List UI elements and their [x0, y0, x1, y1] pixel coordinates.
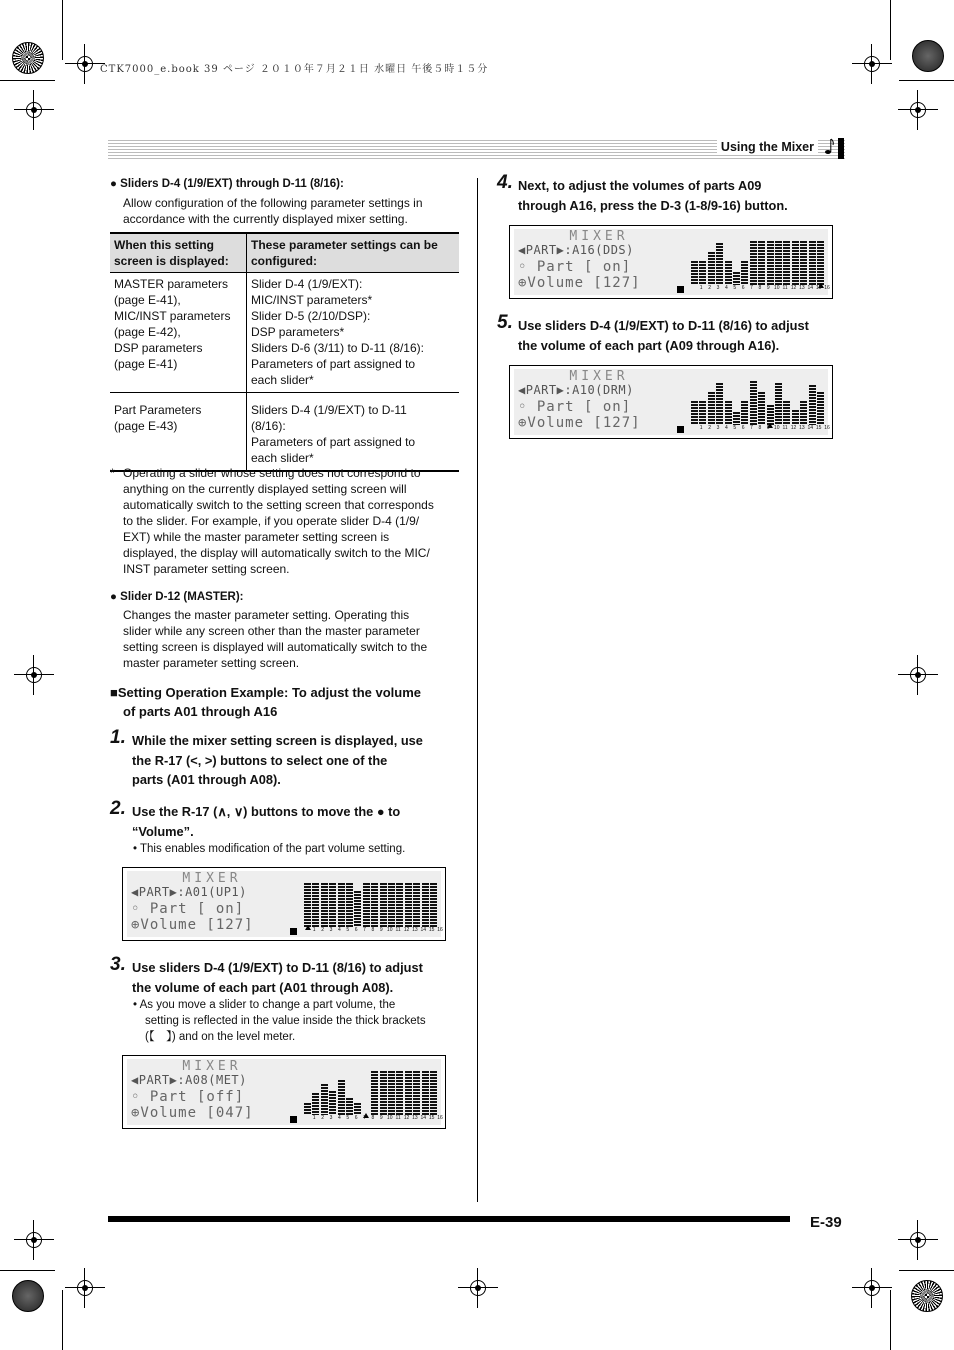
level-bar: [775, 241, 782, 285]
registration-starburst: [12, 42, 44, 74]
level-bar: [304, 883, 311, 927]
level-bar: [691, 261, 698, 285]
crosshair-mark: [14, 655, 54, 695]
part-number: 1: [699, 285, 703, 291]
step-text: Next, to adjust the volumes of parts A09 through A16, press the D-3 (1-8/9-16) button.: [518, 178, 788, 213]
level-bar: [767, 241, 774, 285]
table-row: [110, 393, 459, 472]
level-bar: [699, 401, 706, 425]
crop-line: [890, 1290, 891, 1350]
part-numbers: [310, 927, 444, 933]
bullet-icon: ●: [110, 591, 117, 603]
level-bar: [312, 1093, 319, 1115]
crosshair-mark: [898, 1220, 938, 1260]
crosshair-mark: [65, 1268, 105, 1308]
lcd-volume-row: ⊕Volume [127]: [131, 917, 254, 933]
step-number: 1.: [110, 727, 126, 748]
registration-starburst: [912, 40, 944, 72]
part-number: 11: [395, 927, 401, 933]
level-bar: [725, 261, 732, 285]
part-number: 14: [807, 285, 814, 291]
footnote: Operating a slider whose setting does not correspond to anything on the currently displayed setting screen will automatically switch to the setting screen that corresponds to the slider. For example, if you operate slider D-4 (1/9/ EXT) while the master parameter setting screen is displayed, the display will automatically switch to the MIC/ INST parameter setting screen.: [123, 466, 434, 576]
level-bar: [733, 272, 740, 285]
level-bar: [413, 883, 420, 927]
table-cell: Slider D-4 (1/9/EXT): MIC/INST parameters* Slider D-5 (2/10/DSP): DSP parameters* Sliders D-6 (3/11) to D-11 (8/16): Parameters of part assigned to each slider*: [247, 273, 460, 393]
lcd-display: [514, 229, 828, 295]
part-number: 8: [371, 1115, 375, 1121]
table-cell: MASTER parameters (page E-41), MIC/INST parameters (page E-42), DSP parameters (page E-41): [110, 273, 247, 393]
level-bar: [809, 385, 816, 425]
level-bar: [388, 883, 395, 927]
slider-indicator-icon: [290, 1116, 297, 1123]
level-bar: [800, 241, 807, 285]
part-number: 7: [363, 927, 366, 933]
level-bar: [708, 392, 715, 425]
lcd-screen: [509, 365, 833, 439]
level-bar: [716, 243, 723, 285]
level-bar: [304, 1103, 311, 1115]
part-number: 8: [758, 285, 762, 291]
music-note-icon: [824, 137, 834, 155]
level-bar: [321, 1084, 328, 1115]
level-bar: [354, 891, 361, 927]
part-number: 3: [716, 285, 720, 291]
level-bar: [405, 883, 412, 927]
level-bar: [346, 1098, 353, 1115]
crop-line: [0, 1270, 55, 1271]
part-number: 11: [782, 425, 788, 431]
part-number: 3: [329, 927, 333, 933]
level-bar: [338, 883, 345, 927]
part-number: 10: [386, 927, 393, 933]
square-bullet-icon: ■: [110, 685, 118, 700]
part-number: 6: [354, 927, 358, 933]
level-bar: [422, 1071, 429, 1115]
part-number: 1: [312, 1115, 316, 1121]
lcd-part-row: ◦ Part [ on]: [518, 399, 632, 415]
step-text: While the mixer setting screen is displayed, use the R-17 (<, >) buttons to select one of the parts (A01 through A08).: [132, 733, 423, 787]
table-header: These parameter settings can be configured:: [247, 233, 460, 273]
lcd-mixer-title: MIXER: [182, 1059, 242, 1074]
part-number: 12: [790, 285, 797, 291]
lcd-part-line: ◀PART▶:A16(DDS): [518, 243, 634, 257]
footer-rule: [108, 1216, 790, 1222]
part-number: 12: [403, 927, 410, 933]
level-bar: [725, 401, 732, 425]
level-bar: [371, 1071, 378, 1115]
crosshair-mark: [14, 90, 54, 130]
level-bar: [691, 401, 698, 425]
part-number: 9: [766, 425, 770, 431]
level-bar: [708, 252, 715, 285]
step-number: 2.: [110, 798, 126, 819]
level-bar: [413, 1071, 420, 1115]
slider-indicator-icon: [290, 928, 297, 935]
level-bar: [716, 383, 723, 425]
part-number: 10: [773, 285, 780, 291]
parameter-table: [110, 232, 459, 472]
bullet-text-sliders: Allow configuration of the following parameter settings in accordance with the currently displayed mixer setting.: [123, 196, 423, 226]
part-number: 5: [346, 1115, 350, 1121]
level-bar: [741, 261, 748, 285]
crop-line: [62, 0, 63, 60]
column-divider: [477, 178, 478, 1202]
part-number: 4: [724, 425, 728, 431]
level-bar: [405, 1071, 412, 1115]
level-bar: [329, 883, 336, 927]
header-tab: [838, 138, 844, 159]
level-bar: [430, 1071, 437, 1115]
level-meter: [691, 375, 831, 425]
bullet-heading-sliders: ● Sliders D-4 (1/9/EXT) through D-11 (8/16):: [110, 178, 344, 190]
part-number: 3: [716, 425, 720, 431]
level-meter: [691, 235, 831, 285]
lcd-part-row: ◦ Part [ on]: [518, 259, 632, 275]
part-number: 1: [699, 425, 703, 431]
crop-line: [899, 1270, 954, 1271]
lcd-display: [127, 1059, 441, 1125]
level-bar: [750, 241, 757, 285]
part-numbers: [697, 285, 831, 291]
part-number: 2: [321, 927, 324, 933]
step-number: 4.: [497, 172, 513, 193]
part-number: 6: [741, 425, 745, 431]
level-bar: [733, 412, 740, 425]
level-bar: [750, 381, 757, 425]
registration-starburst: [911, 1280, 943, 1312]
level-bar: [758, 392, 765, 425]
part-number: 2: [708, 425, 711, 431]
level-bar: [371, 883, 378, 927]
part-number: 13: [799, 285, 805, 291]
level-bar: [430, 883, 437, 927]
lcd-part-line: ◀PART▶:A01(UP1): [131, 885, 247, 899]
level-bar: [396, 1071, 403, 1115]
part-number: 5: [346, 927, 350, 933]
part-number: 14: [420, 1115, 427, 1121]
part-number: 16: [824, 425, 830, 431]
lcd-part-line: ◀PART▶:A08(MET): [131, 1073, 247, 1087]
part-number: 2: [321, 1115, 324, 1121]
print-metadata-line: CTK7000_e.book 39 ページ ２０１０年７月２１日 水曜日 午後５時１５分: [100, 64, 489, 75]
level-bar: [380, 883, 387, 927]
part-number: 7: [363, 1115, 366, 1121]
footnote-mark: *: [110, 466, 115, 480]
part-numbers: [697, 425, 831, 431]
lcd-part-row: ◦ Part [off]: [131, 1089, 245, 1105]
part-number: 1: [312, 927, 316, 933]
part-number: 15: [428, 927, 435, 933]
level-bar: [800, 401, 807, 425]
part-number: 4: [724, 285, 728, 291]
level-bar: [783, 401, 790, 425]
level-bar: [741, 401, 748, 425]
crop-line: [62, 1290, 63, 1350]
lcd-volume-row: ⊕Volume [127]: [518, 415, 641, 431]
example-heading: ■Setting Operation Example: To adjust the volume of parts A01 through A16: [110, 685, 421, 719]
level-bar: [338, 1080, 345, 1115]
part-number: 9: [379, 927, 383, 933]
part-number: 14: [420, 927, 427, 933]
crop-line: [890, 0, 891, 60]
part-number: 7: [750, 425, 753, 431]
level-bar: [380, 1071, 387, 1115]
part-number: 8: [371, 927, 375, 933]
level-bar: [792, 241, 799, 285]
part-number: 7: [750, 285, 753, 291]
section-title: Using the Mixer: [717, 140, 818, 154]
part-number: 13: [412, 1115, 418, 1121]
part-number: 12: [790, 425, 797, 431]
level-bar: [422, 883, 429, 927]
part-number: 16: [437, 927, 443, 933]
level-bar: [363, 883, 370, 927]
lcd-volume-row: ⊕Volume [127]: [518, 275, 641, 291]
lcd-screen: [509, 225, 833, 299]
lcd-screen: [122, 1055, 446, 1129]
part-number: 10: [773, 425, 780, 431]
lcd-screen: [122, 867, 446, 941]
part-number: 13: [799, 425, 805, 431]
level-bar: [312, 883, 319, 927]
part-number: 8: [758, 425, 762, 431]
part-number: 4: [337, 1115, 341, 1121]
bullet-text-master: Changes the master parameter setting. Operating this slider while any screen other than the master parameter setting screen is displayed will automatically switch to the master parameter setting screen.: [123, 608, 428, 670]
level-bar: [346, 883, 353, 927]
part-number: 9: [766, 285, 770, 291]
bullet-heading-master: ● Slider D-12 (MASTER):: [110, 591, 244, 603]
table-cell: Part Parameters (page E-43): [110, 393, 247, 472]
lcd-part-row: ◦ Part [ on]: [131, 901, 245, 917]
part-number: 14: [807, 425, 814, 431]
lcd-mixer-title: MIXER: [569, 229, 629, 244]
part-number: 6: [354, 1115, 358, 1121]
registration-starburst: [12, 1280, 44, 1312]
part-number: 11: [395, 1115, 401, 1121]
level-bar: [809, 241, 816, 285]
part-number: 12: [403, 1115, 410, 1121]
level-bar: [817, 392, 824, 425]
level-meter: [304, 1065, 444, 1115]
page-number: E-39: [810, 1214, 842, 1231]
step-number: 3.: [110, 954, 126, 975]
part-number: 9: [379, 1115, 383, 1121]
crosshair-mark: [852, 1268, 892, 1308]
part-number: 16: [437, 1115, 443, 1121]
part-number: 15: [815, 285, 822, 291]
level-bar: [775, 383, 782, 425]
slider-indicator-icon: [677, 286, 684, 293]
lcd-volume-row: ⊕Volume [047]: [131, 1105, 254, 1121]
lcd-part-line: ◀PART▶:A10(DRM): [518, 383, 634, 397]
crop-line: [0, 80, 55, 81]
step-text: Use the R-17 (∧, ∨) buttons to move the ● to “Volume”.: [132, 804, 401, 839]
crosshair-mark: [14, 1220, 54, 1260]
crosshair-mark: [898, 90, 938, 130]
slider-indicator-icon: [677, 426, 684, 433]
table-cell: Sliders D-4 (1/9/EXT) to D-11 (8/16): Parameters of part assigned to each slider*: [247, 393, 460, 472]
crosshair-mark: [458, 1268, 498, 1308]
level-bar: [817, 241, 824, 285]
part-number: 5: [733, 425, 737, 431]
part-number: 4: [337, 927, 341, 933]
table-header: When this setting screen is displayed:: [110, 233, 247, 273]
level-bar: [792, 410, 799, 425]
level-bar: [699, 261, 706, 285]
level-bar: [767, 405, 774, 425]
lcd-display: [127, 871, 441, 937]
part-number: 3: [329, 1115, 333, 1121]
level-bar: [758, 241, 765, 285]
crosshair-mark: [65, 44, 105, 84]
part-number: 13: [412, 927, 418, 933]
crosshair-mark: [852, 44, 892, 84]
lcd-display: [514, 369, 828, 435]
table-header-row: [110, 233, 459, 273]
lcd-mixer-title: MIXER: [569, 369, 629, 384]
step-subnote: • As you move a slider to change a part volume, the setting is reflected in the value inside the thick brackets (【 】) and on the level meter.: [133, 999, 426, 1043]
lcd-mixer-title: MIXER: [182, 871, 242, 886]
level-meter: [304, 877, 444, 927]
level-bar: [354, 1103, 361, 1115]
part-number: 15: [815, 425, 822, 431]
crosshair-mark: [898, 655, 938, 695]
part-number: 6: [741, 285, 745, 291]
bullet-icon: ●: [110, 178, 117, 190]
step-text: Use sliders D-4 (1/9/EXT) to D-11 (8/16) to adjust the volume of each part (A09 through A16).: [518, 318, 809, 353]
part-numbers: [310, 1115, 444, 1121]
part-number: 15: [428, 1115, 435, 1121]
part-number: 5: [733, 285, 737, 291]
level-bar: [783, 241, 790, 285]
part-number: 11: [782, 285, 788, 291]
level-bar: [388, 1071, 395, 1115]
part-number: 10: [386, 1115, 393, 1121]
level-bar: [396, 883, 403, 927]
step-number: 5.: [497, 312, 513, 333]
step-subnote: • This enables modification of the part volume setting.: [133, 843, 406, 855]
part-number: 2: [708, 285, 711, 291]
level-bar: [321, 883, 328, 927]
table-row: [110, 273, 459, 393]
level-bar: [329, 1091, 336, 1115]
step-text: Use sliders D-4 (1/9/EXT) to D-11 (8/16) to adjust the volume of each part (A01 through A08).: [132, 960, 423, 995]
part-number: 16: [824, 285, 830, 291]
crop-line: [899, 80, 954, 81]
